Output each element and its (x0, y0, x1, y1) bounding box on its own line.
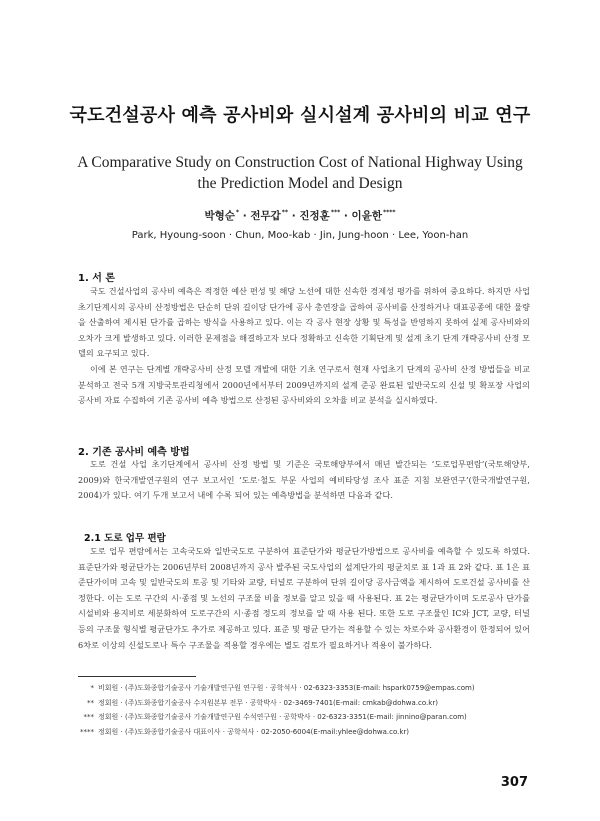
paragraph: 이에 본 연구는 단계별 개략공사비 산정 모델 개발에 대한 기초 연구로서 현재 사업초기 단계의 공사비 산정 방법들을 비교 분석하고 전국 5개 지방국토관리청에서 2000년에서부터 2009년까지의 설계 준공 완료된 일반국도의 신설 및 확포장 사업의 공사비 자료 수집하여 기존 공사비 예측 방법으로 산정된 공사비와의 오차율 비교 분석을 실시하였다. (78, 363, 530, 406)
paragraph: 도로 업무 편람에서는 고속국도와 일반국도로 구분하여 표준단가와 평균단가방법으로 공사비를 예측할 수 있도록 하였다. 표준단가와 평균단가는 2006년부터 2008년까지 공사 발주된 국도사업의 설계단가의 평균치로 표 1과 표 2와 같다. 표 1은 표준단가이며 고속 및 일반국도의 토공 및 기타와 교량, 터널로 구분하여 단위 길이당 공사금액을 제시하여 도로건설 공사비를 산정한다. 이는 도로 구간의 시·종점 및 노선의 구조물 비율 정보를 알고 있을 때 사용된다. 표 2는 평균단가이며 도로공사 단가를 시설비와 용지비로 세분화하여 도로구간의 시·종점 정도의 정보를 알 때 사용 된다. 또한 도로 구조물인 IC와 JCT, 교량, 터널 등의 구조물 형식별 평균단가도 추가로 제공하고 있다. 표준 및 평균 단가는 적용할 수 있는 차로수와 공사환경이 한정되어 있어 6차로 이상의 신설도로나 특수 구조물을 적용할 경우에는 별도 검토가 필요하거나 적용이 불가하다. (78, 546, 530, 650)
author-mark: * (235, 209, 240, 216)
footnote (78, 725, 538, 740)
author-mark: ** (281, 209, 289, 216)
footnote (78, 681, 538, 696)
footnote-text: 정회원 · (주)도화종합기술공사 대표이사 · 공학석사 · 02-2050-6004(E-mail:yhlee@dohwa.co.kr) (98, 727, 410, 736)
footnote-text: 정회원 · (주)도화종합기술공사 수지원본부 전무 · 공학박사 · 02-3469-7401(E-mail: cmkab@dohwa.co.kr) (98, 698, 438, 707)
author-separator: · (291, 210, 296, 222)
section-body-introduction (78, 284, 530, 409)
footnote-text: 정회원 · (주)도화종합기술공사 기술개발연구원 수석연구원 · 공학박사 · 02-6323-3351(E-mail: jinnino@paran.com) (98, 713, 467, 722)
paragraph: 도로 건설 사업 초기단계에서 공사비 산정 방법 및 기준은 국토해양부에서 매년 발간되는 ‘도로업무편람’(국토해양부, 2009)와 한국개발연구원의 연구 보고서인 ‘도로·철도 부문 사업의 예비타당성 조사 표준 지침 보완연구’(한국개발연구원, 2004)가 있다. 여기 두개 보고서 내에 수록 되어 있는 예측방법을 분석하면 다음과 같다. (78, 459, 530, 501)
author-separator: · (343, 210, 348, 222)
footnote-mark: ** (87, 698, 94, 707)
author-name: 진정훈 (299, 210, 330, 222)
section-body-existing-methods (78, 457, 530, 504)
page-number: 307 (500, 775, 528, 790)
author-name: 박형순 (204, 210, 235, 222)
paper-title-english (0, 152, 600, 194)
section-heading-existing-methods: 2. 기존 공사비 예측 방법 (78, 447, 190, 458)
author-mark: *** (330, 209, 341, 216)
footnote (78, 710, 538, 725)
paper-title-english-line-2: the Prediction Model and Design (197, 175, 403, 192)
footnote-mark: **** (80, 727, 94, 736)
paper-title-english-line-1: A Comparative Study on Construction Cost of National Highway Using (77, 154, 523, 171)
paper-title-korean: 국도건설공사 예측 공사비와 실시설계 공사비의 비교 연구 (69, 105, 531, 126)
footnotes (78, 681, 538, 739)
footnote-text: 비회원 · (주)도화종합기술공사 기술개발연구원 연구원 · 공학석사 · 02-6323-3353(E-mail: hspark0759@empas.com) (98, 684, 475, 692)
author-mark: **** (382, 209, 396, 216)
subsection-body-road-manual (78, 544, 530, 653)
footnote-divider (78, 676, 196, 677)
authors-english: Park, Hyoung-soon · Chun, Moo-kab · Jin, Jung-hoon · Lee, Yoon-han (131, 230, 469, 241)
paragraph: 국도 건설사업의 공사비 예측은 적정한 예산 편성 및 해당 노선에 대한 신속한 경제성 평가를 위하여 중요하다. 하지만 사업 초기단계시의 공사비 산정방법은 단순히 단위 길이당 단가에 공사 총연장을 곱하여 공사비를 산정하거나 대표공종에 대한 물량을 산출하여 제시된 단가를 곱하는 방식을 사용하고 있다. 이는 각 공사 현장 상황 및 특성을 반영하지 못하여 실제 공사비와의 오차가 크게 발생하고 있다. 이러한 문제점을 해결하고자 보다 정확하고 신속한 기획단계 및 설계 초기 단계 개략공사비 산정 모델의 요구되고 있다. (78, 286, 530, 359)
author-separator: · (242, 210, 247, 222)
author-name: 이윤한 (351, 210, 382, 222)
footnote (78, 696, 538, 711)
footnote-mark: *** (83, 713, 94, 722)
author-name: 전무갑 (250, 210, 281, 222)
authors-korean (0, 208, 600, 223)
section-heading-introduction: 1. 서 론 (78, 273, 116, 284)
subsection-heading-road-manual: 2.1 도로 업무 편람 (84, 533, 166, 544)
footnote-mark: * (90, 684, 94, 692)
